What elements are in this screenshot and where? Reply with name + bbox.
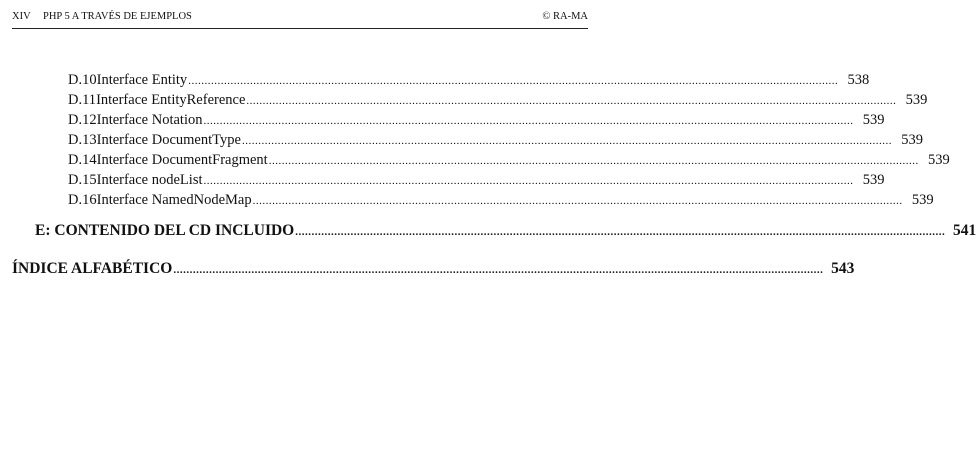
toc-entry bbox=[68, 110, 885, 131]
toc-entry-page: 539 bbox=[862, 112, 885, 128]
toc-entry-number: D.15 bbox=[68, 172, 97, 188]
toc-entry-number: D.10 bbox=[68, 72, 97, 88]
toc-entry bbox=[68, 90, 928, 111]
header-publisher: © RA-MA bbox=[542, 11, 588, 22]
toc-entry-title: Interface DocumentFragment bbox=[96, 152, 268, 168]
toc-dot-leader: ........................................................................................................................................................................................................ bbox=[241, 135, 892, 147]
page-header bbox=[12, 6, 588, 29]
header-left bbox=[12, 11, 192, 22]
toc-entry-number: D.14 bbox=[68, 152, 97, 168]
toc-entry-title: Interface EntityReference bbox=[96, 92, 246, 108]
header-page-number: XIV bbox=[12, 11, 31, 22]
toc-dot-leader: ........................................................................................................................................................................................................ bbox=[295, 226, 946, 238]
toc-section-title: ÍNDICE ALFABÉTICO bbox=[12, 260, 173, 277]
toc-entry-page: 539 bbox=[905, 92, 928, 108]
toc-entry-number: D.16 bbox=[68, 192, 97, 208]
toc-section-alphabetical-index bbox=[12, 258, 855, 281]
toc-entry-page: 539 bbox=[862, 172, 885, 188]
toc-section-page: 541 bbox=[952, 222, 976, 239]
toc-entry-title: Interface DocumentType bbox=[96, 132, 241, 148]
toc-dot-leader: ........................................................................................................................................................................................................ bbox=[173, 264, 824, 276]
toc-entry bbox=[68, 150, 950, 171]
toc-entry-title: Interface Notation bbox=[96, 112, 203, 128]
toc-entry-number: D.11 bbox=[68, 92, 97, 108]
toc-entry-page: 538 bbox=[847, 72, 870, 88]
toc-entry bbox=[68, 70, 870, 91]
toc-section-page: 543 bbox=[831, 260, 855, 277]
toc-dot-leader: ........................................................................................................................................................................................................ bbox=[203, 175, 854, 187]
toc-dot-leader: ........................................................................................................................................................................................................ bbox=[268, 155, 919, 167]
toc-section-cd-contents bbox=[35, 220, 976, 243]
toc-entry-page: 539 bbox=[927, 152, 950, 168]
toc-entry bbox=[68, 170, 885, 191]
toc-entry-title: Interface nodeList bbox=[96, 172, 203, 188]
toc-entry-title: Interface NamedNodeMap bbox=[96, 192, 252, 208]
toc-entry-number: D.13 bbox=[68, 132, 97, 148]
toc-entry-number: D.12 bbox=[68, 112, 97, 128]
toc-entry-title: Interface Entity bbox=[96, 72, 188, 88]
toc-dot-leader: ........................................................................................................................................................................................................ bbox=[188, 75, 839, 87]
toc-dot-leader: ........................................................................................................................................................................................................ bbox=[252, 195, 903, 207]
toc-dot-leader: ........................................................................................................................................................................................................ bbox=[246, 95, 897, 107]
toc-section-title: E: CONTENIDO DEL CD INCLUIDO bbox=[35, 222, 295, 239]
toc-entry bbox=[68, 190, 934, 211]
toc-entry-page: 539 bbox=[901, 132, 923, 148]
toc-entry bbox=[68, 130, 923, 151]
toc-entry-page: 539 bbox=[911, 192, 934, 208]
header-book-title: PHP 5 A TRAVÉS DE EJEMPLOS bbox=[43, 11, 192, 22]
toc-dot-leader: ........................................................................................................................................................................................................ bbox=[203, 115, 854, 127]
